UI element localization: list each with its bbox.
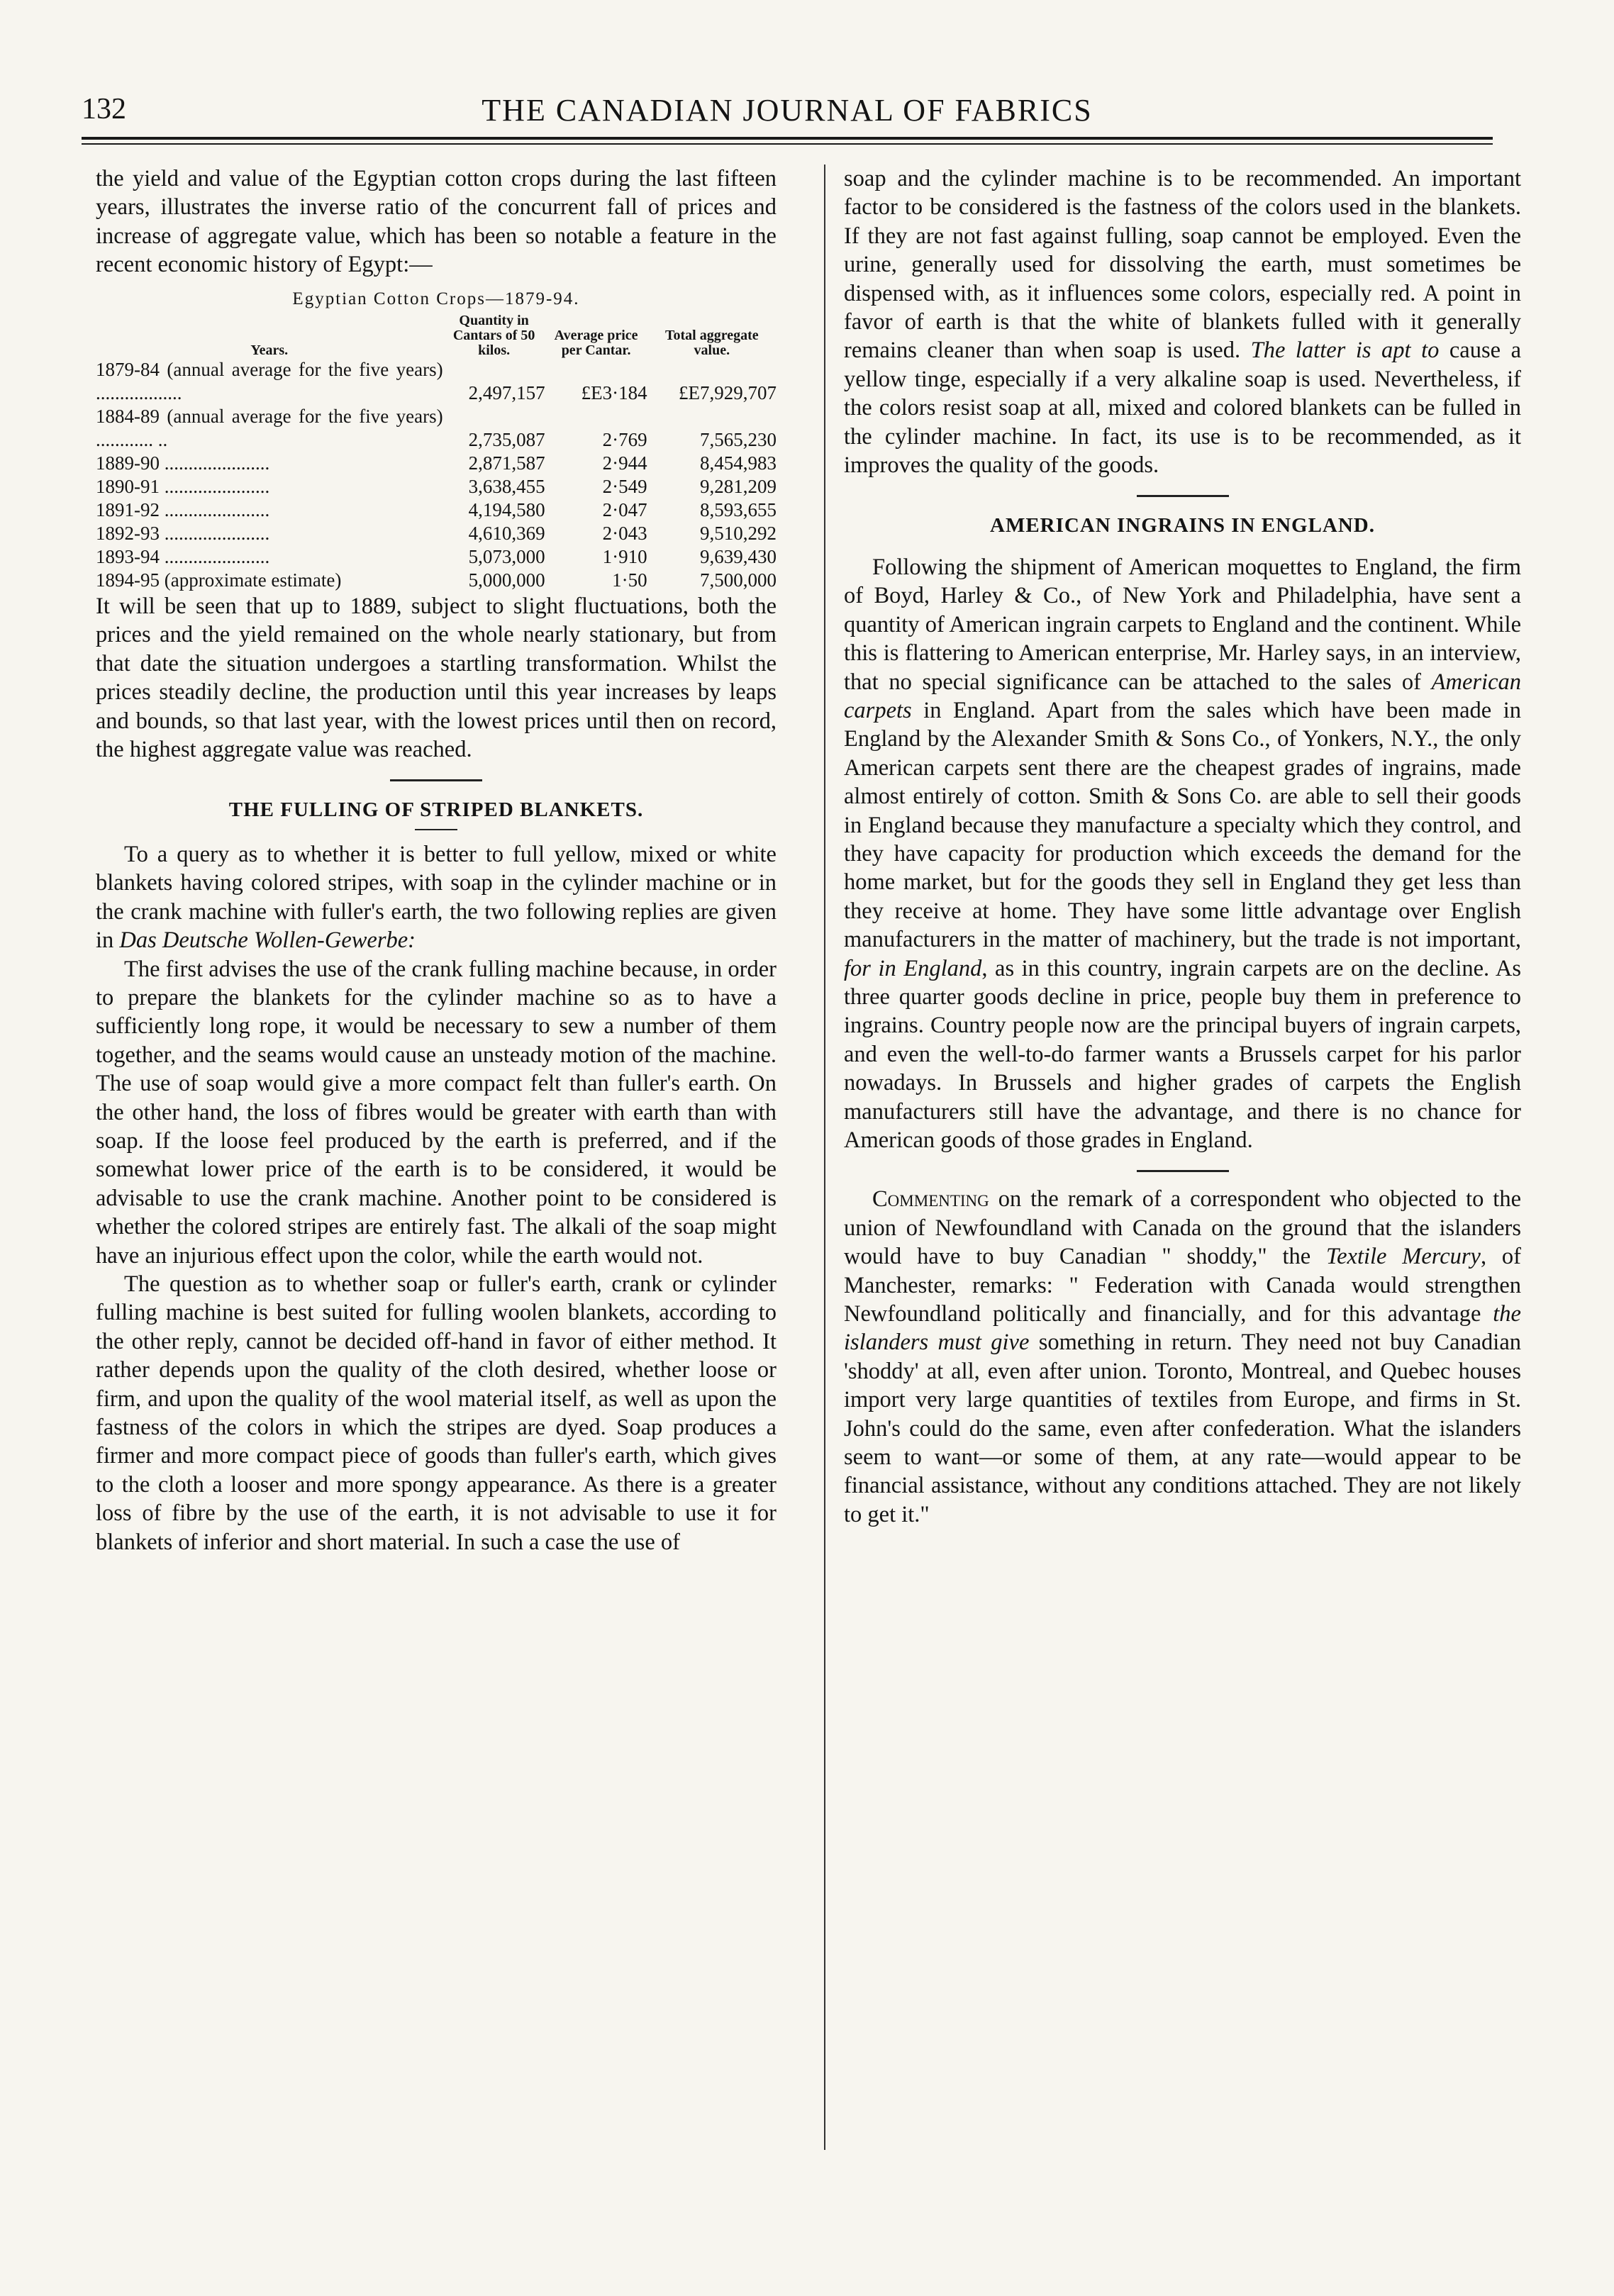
row-price: 2·769 xyxy=(602,429,647,451)
row-value: £E7,929,707 xyxy=(679,382,777,404)
ingrains-text-end: , as in this country, ingrain carpets are on the decline. As three quarter goods decline in price, people buy them in preference to ingrains. Country people now are the principal buyers of ingrain carpets, and even the well-to-do farmer wants a Brussels carpet for his parlor nowadays. In Brussels and higher grades of carpets the English manufacturers still have the advantage, and there is no chance for American goods of those grades in England. xyxy=(844,955,1521,1153)
ingrains-text-mid: in England. Apart from the sales which have been made in England by the Alexander Smith & Sons Co., of Yonkers, N.Y., the only American carpets sent there are the cheapest grades of ingrains, made almost entirely of cotton. Smith & Sons Co. are able to sell their goods in England because they manufacture a specialty which they control, and they have capacity for production which exceeds the demand for the home market, but for the goods they sell in England they get less than they receive at home. They have some little advantage over English manufacturers in the matter of machinery, but the trade is not important, xyxy=(844,697,1521,953)
row-year: 1879-84 (annual average for the five years) .................. xyxy=(96,359,443,404)
section-separator xyxy=(390,779,482,781)
section-separator xyxy=(1137,1170,1229,1172)
row-quantity: 2,497,157 xyxy=(468,382,545,404)
table-row xyxy=(96,522,777,545)
row-quantity: 2,871,587 xyxy=(468,452,545,474)
continuation-italic: The latter is apt to xyxy=(1250,338,1440,364)
table-row xyxy=(96,475,777,498)
left-column xyxy=(96,165,777,1556)
row-value: 8,454,983 xyxy=(700,452,777,474)
right-column xyxy=(844,165,1521,1529)
table-row xyxy=(96,358,777,405)
after-table-paragraph: It will be seen that up to 1889, subject to slight fluctuations, both the prices and the yield remained on the whole nearly stationary, but from that date the situation undergoes a startling transformation. Whilst the prices steadily decline, the production until this year increases by leaps and bounds, so that last year, with the lowest prices until then on record, the highest aggregate value was reached. xyxy=(96,593,777,763)
table-header-row xyxy=(96,313,777,358)
row-value: 9,281,209 xyxy=(700,476,777,498)
row-quantity: 5,000,000 xyxy=(468,569,545,591)
row-year: 1889-90 ...................... xyxy=(96,452,270,474)
row-value: 9,510,292 xyxy=(700,523,777,545)
source-publication: Das Deutsche Wollen-Gewerbe: xyxy=(119,927,416,954)
row-price: £E3·184 xyxy=(581,382,647,404)
fulling-paragraph-2: The first advises the use of the crank fulling machine because, in order to prepare the blankets for the cylinder machine so as to have a sufficiently long rope, it would be necessary to sew a number of them together, and the seams would cause an unsteady motion of the machine. The use of soap would give a more compact felt than fuller's earth. On the other hand, the loss of fibres would be greater with earth than with soap. If the loose feel produced by the earth is preferred, and if the somewhat lower price of the earth is to be considered, it would be advisable to use the crank machine. Another point to be considered is whether the colored stripes are entirely fast. The alkali of the soap might have an injurious effect upon the color, while the earth would not. xyxy=(96,956,777,1269)
row-quantity: 4,194,580 xyxy=(468,499,545,521)
table-row xyxy=(96,405,777,452)
table-row xyxy=(96,569,777,592)
ingrains-paragraph xyxy=(844,553,1521,1155)
row-price: 1·910 xyxy=(602,546,647,568)
row-year: 1894-95 (approximate estimate) xyxy=(96,569,342,591)
header-rule-thick xyxy=(82,137,1493,140)
section-separator xyxy=(1137,495,1229,497)
row-quantity: 4,610,369 xyxy=(468,523,545,545)
section-title-fulling: THE FULLING OF STRIPED BLANKETS. xyxy=(228,798,644,822)
fulling-paragraph-3: The question as to whether soap or fuller's earth, crank or cylinder fulling machine is best suited for fulling woolen blankets, according to the other reply, cannot be decided off-hand in favor of either method. It rather depends upon the quality of the cloth desired, whether loose or firm, and upon the quality of the wool material itself, as well as upon the fastness of the colors in which the stripes are dyed. Soap produces a firmer and more compact piece of goods than fuller's earth, which gives to the cloth a looser and more spongy appearance. As there is a greater loss of fibre by the use of the earth, it is not advisable to use it for blankets of inferior and short material. In such a case the use of xyxy=(96,1271,777,1555)
intro-paragraph: the yield and value of the Egyptian cotton crops during the last fifteen years, illustrates the inverse ratio of the concurrent fall of prices and increase of aggregate value, which has been so notable a feature in the recent economic history of Egypt:— xyxy=(96,166,777,278)
header-price: Average price per Cantar. xyxy=(554,328,638,359)
header-value: Total aggregate value. xyxy=(664,328,759,359)
row-year: 1891-92 ...................... xyxy=(96,499,270,521)
title-underline xyxy=(415,829,457,830)
row-price: 2·043 xyxy=(602,523,647,545)
continuation-text-start: soap and the cylinder machine is to be recommended. An important factor to be considered is the fastness of the colors used in the blankets. If they are not fast against fulling, soap cannot be employed. Even the urine, generally used for dissolving the earth, must sometimes be dispensed with, as it influences some colors, especially red. A point in favor of earth is that the white of blankets fulled with it generally remains cleaner than when soap is used. xyxy=(844,166,1521,364)
row-value: 7,500,000 xyxy=(700,569,777,591)
header-quantity: Quantity in Cantars of 50 kilos. xyxy=(452,313,535,359)
row-year: 1892-93 ...................... xyxy=(96,523,270,545)
fulling-continuation xyxy=(844,165,1521,479)
table-caption: Egyptian Cotton Crops—1879-94. xyxy=(292,289,580,308)
row-quantity: 3,638,455 xyxy=(468,476,545,498)
newfoundland-text-end: something in return. They need not buy Canadian 'shoddy' at all, even after union. Toronto, Montreal, and Quebec houses import very large quantities of textiles from Europe, and firms in St. John's could do the same, even after confederation. What the islanders seem to want—or some of them, at any rate—would appear to be financial assistance, without any conditions attached. They are not likely to get it." xyxy=(844,1330,1521,1527)
row-value: 7,565,230 xyxy=(700,429,777,451)
ingrains-italic-1: American carpets xyxy=(844,669,1521,723)
row-quantity: 2,735,087 xyxy=(468,429,545,451)
table-row xyxy=(96,545,777,569)
ingrains-italic-2: for in England xyxy=(844,955,982,981)
newfoundland-paragraph xyxy=(844,1185,1521,1529)
source-publication: Textile Mercury xyxy=(1326,1244,1481,1270)
cotton-crops-table xyxy=(96,313,777,592)
newfoundland-text-start: on the remark of a correspondent who objected to the union of Newfoundland with Canada on the ground that the islanders would have to buy Canadian " shoddy," the xyxy=(844,1186,1521,1270)
newfoundland-italic: the islanders must give xyxy=(844,1301,1521,1356)
header-years: Years. xyxy=(250,342,289,359)
row-value: 8,593,655 xyxy=(700,499,777,521)
table-row xyxy=(96,498,777,522)
ingrains-text-start: Following the shipment of American moquettes to England, the firm of Boyd, Harley & Co., of New York and Philadelphia, have sent a quantity of American ingrain carpets to England and the continent. While this is flattering to American enterprise, Mr. Harley says, in an interview, that no special significance can be attached to the sales of xyxy=(844,554,1521,695)
spacer xyxy=(844,545,1521,553)
row-price: 1·50 xyxy=(612,569,647,591)
row-year: 1890-91 ...................... xyxy=(96,476,270,498)
page-number: 132 xyxy=(82,93,126,126)
fulling-paragraph-1 xyxy=(96,840,777,955)
row-quantity: 5,073,000 xyxy=(468,546,545,568)
row-price: 2·944 xyxy=(602,452,647,474)
lead-word: Commenting xyxy=(872,1186,989,1213)
header-rule-thin xyxy=(82,143,1493,145)
row-price: 2·549 xyxy=(602,476,647,498)
page-header xyxy=(82,92,1493,135)
continuation-text-end: cause a yellow tinge, especially if a very alkaline soap is used. Nevertheless, if the colors resist soap at all, mixed and colored blankets can be fulled in the cylinder machine. In fact, its use is to be recommended, as it improves the quality of the goods. xyxy=(844,338,1521,479)
row-year: 1893-94 ...................... xyxy=(96,546,270,568)
fulling-p1-text: To a query as to whether it is better to full yellow, mixed or white blankets having colored stripes, with soap in the cylinder machine or in the crank machine with fuller's earth, the two following replies are given in xyxy=(96,841,777,954)
row-value: 9,639,430 xyxy=(700,546,777,568)
section-title-ingrains: AMERICAN INGRAINS IN ENGLAND. xyxy=(990,514,1375,537)
column-divider xyxy=(824,165,825,2150)
newfoundland-text-mid: , of Manchester, remarks: " Federation with Canada would strengthen Newfoundland politically and financially, and for this advantage xyxy=(844,1244,1521,1327)
table-row xyxy=(96,452,777,475)
journal-title: THE CANADIAN JOURNAL OF FABRICS xyxy=(482,93,1093,128)
row-price: 2·047 xyxy=(602,499,647,521)
row-year: 1884-89 (annual average for the five years) ............ .. xyxy=(96,406,443,451)
